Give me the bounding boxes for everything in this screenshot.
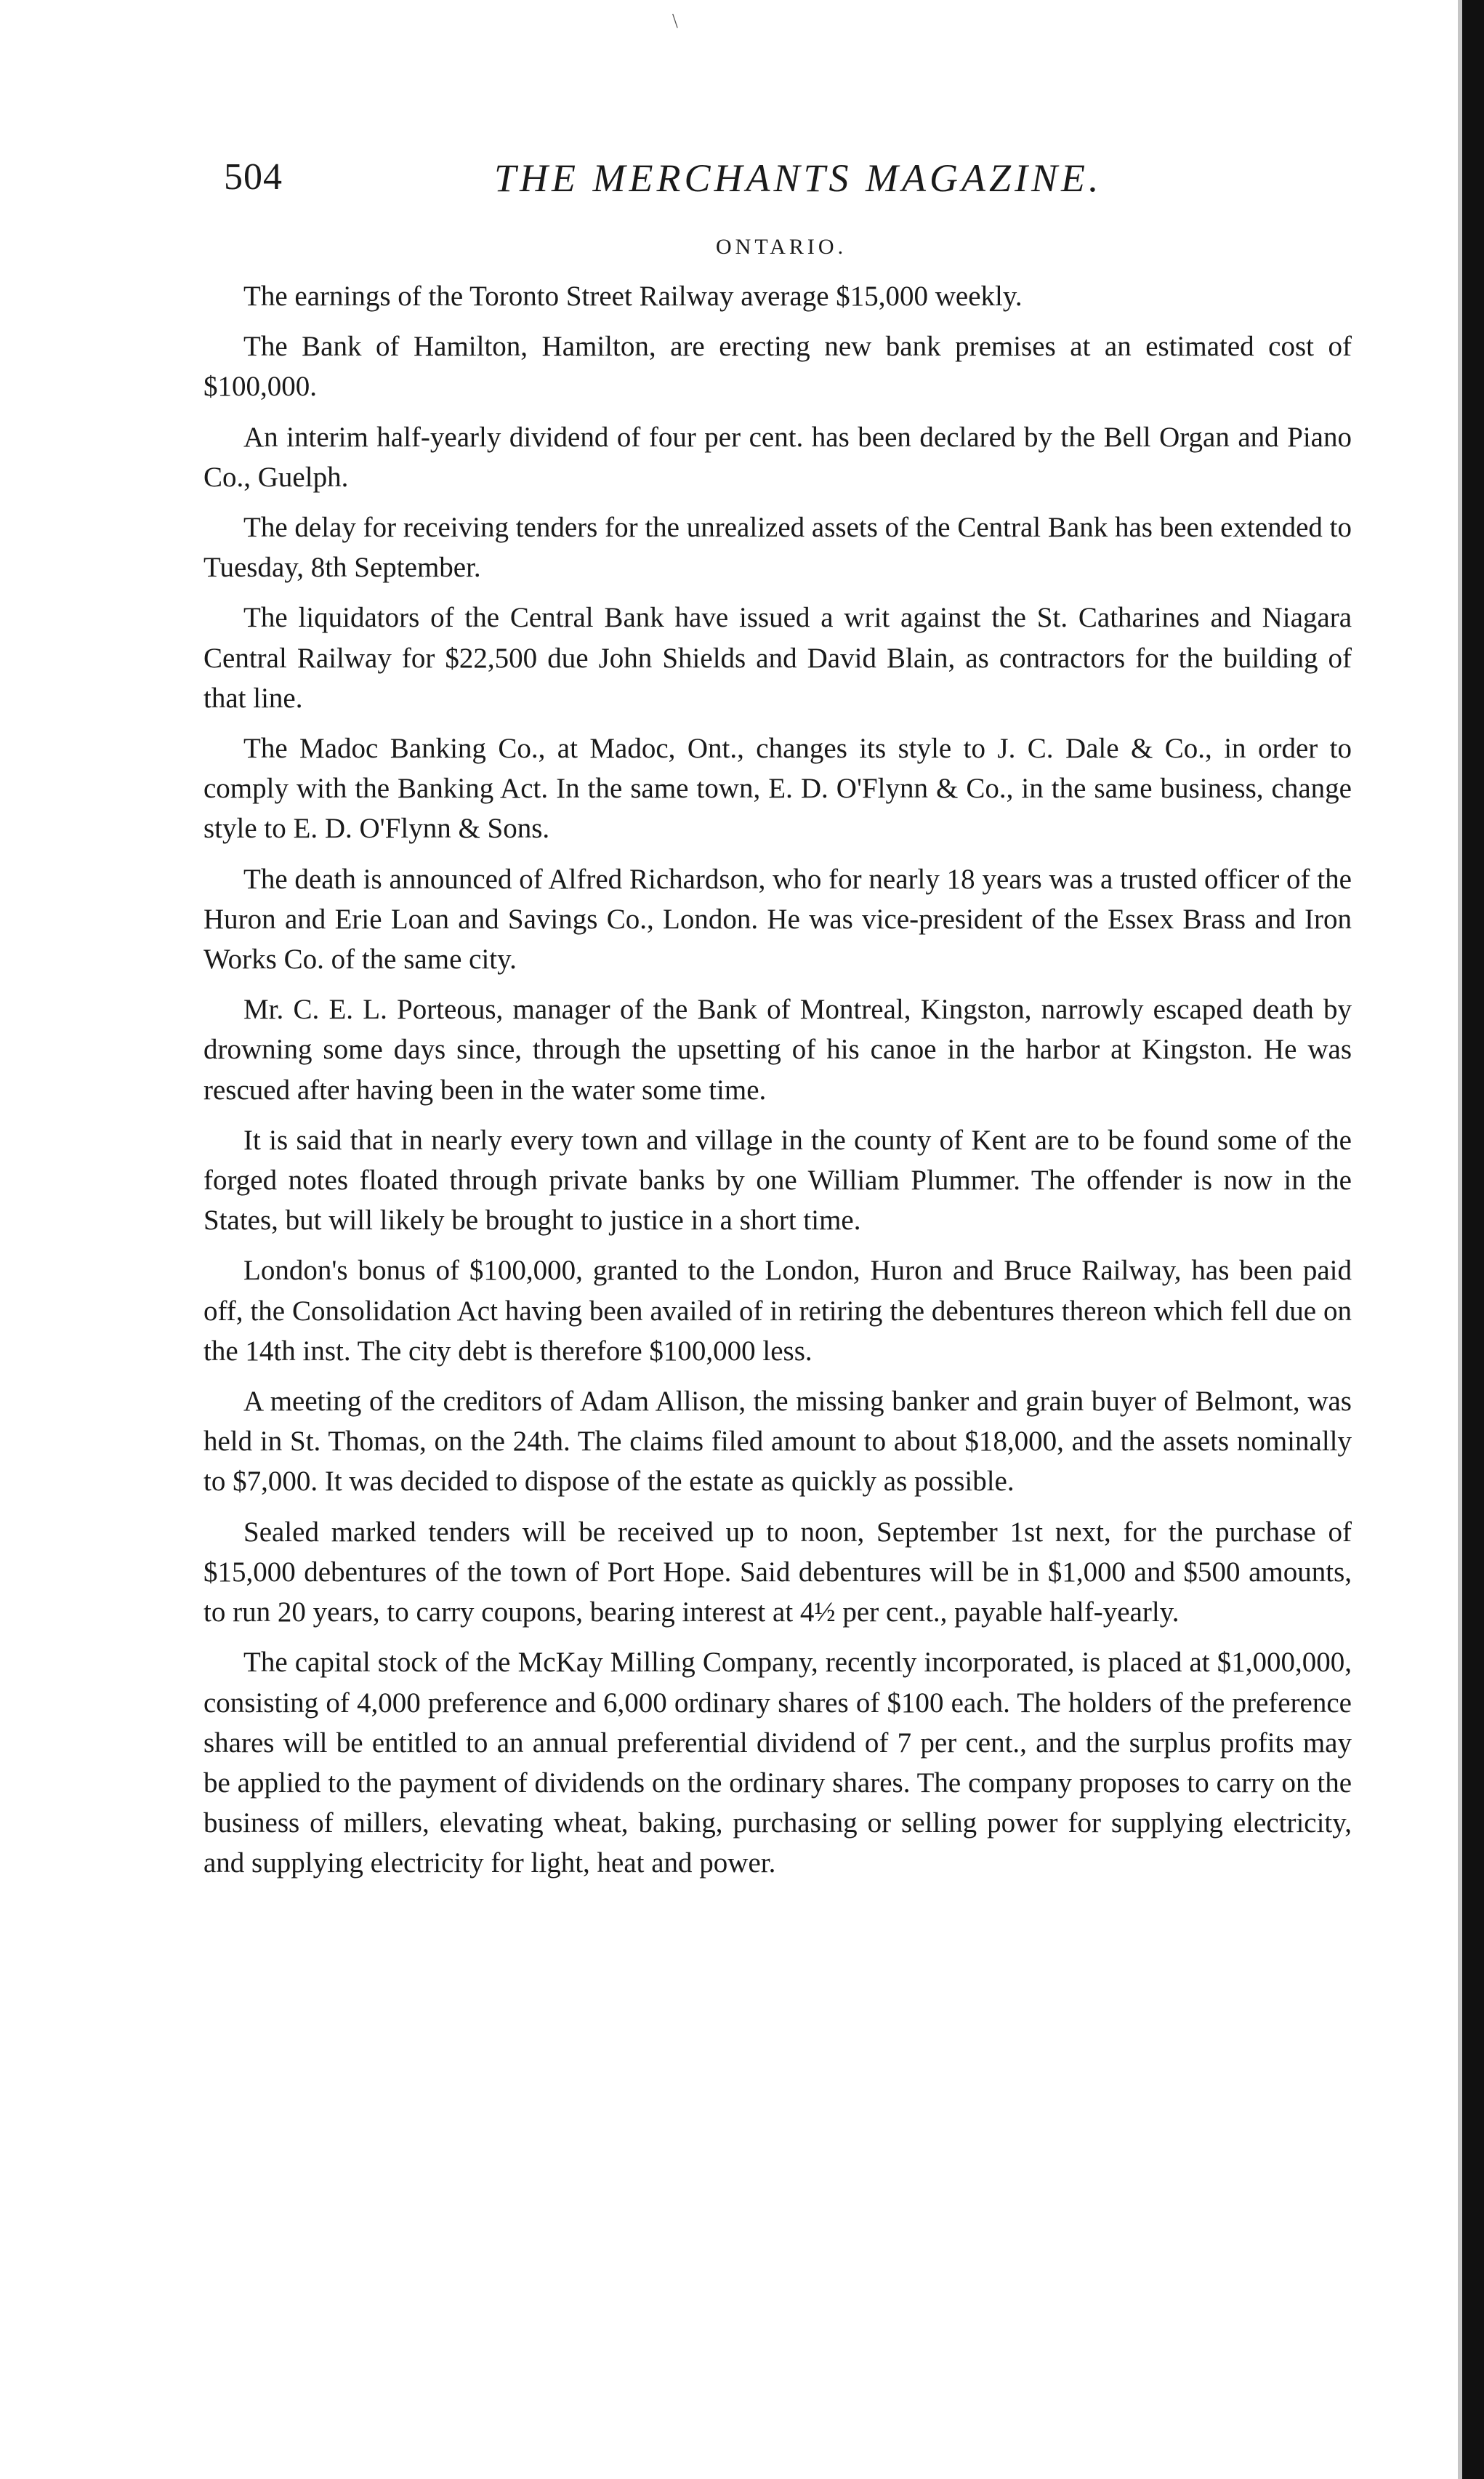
paragraph-forged-notes: It is said that in nearly every town and village in the county of Kent are to be found some of the forged notes floated through private banks by one William Plummer. The offender is now in the States, but will likely be brought to justice in a short time. (203, 1124, 1352, 1237)
running-head (224, 156, 1358, 214)
paragraph-porteous-canoe: Mr. C. E. L. Porteous, manager of the Bank of Montreal, Kingston, narrowly escaped death by drowning some days since, through the upsetting of his canoe in the harbor at Kingston. He was rescued after having been in the water some time. (203, 994, 1352, 1106)
section-title: ONTARIO. (716, 235, 847, 259)
paragraph-mckay-milling: The capital stock of the McKay Milling Company, recently incorporated, is placed at $1,000,000, consisting of 4,000 preference and 6,000 ordinary shares of $100 each. The holders of the preference shares will be entitled to an annual preferential dividend of 7 per cent., and the surplus profits may be applied to the payment of dividends on the ordinary shares. The company proposes to carry on the business of millers, elevating wheat, baking, purchasing or selling power for supplying electricity, and supplying electricity for light, heat and power. (203, 1647, 1352, 1879)
paragraph-richardson-death: The death is announced of Alfred Richardson, who for nearly 18 years was a trusted officer of the Huron and Erie Loan and Savings Co., London. He was vice-president of the Essex Brass and Iron Works Co. of the same city. (203, 863, 1352, 976)
paragraph-bank-of-hamilton: The Bank of Hamilton, Hamilton, are erecting new bank premises at an estimated cost of $100,000. (203, 331, 1352, 403)
paragraph-central-bank-tenders: The delay for receiving tenders for the unrealized assets of the Central Bank has been extended to Tuesday, 8th September. (203, 512, 1352, 584)
paragraph-port-hope-tenders: Sealed marked tenders will be received up to noon, September 1st next, for the purchase of $15,000 debentures of the town of Port Hope. Said debentures will be in $1,000 and $500 amounts, to run 20 years, to carry coupons, bearing interest at 4½ per cent., payable half-yearly. (203, 1516, 1352, 1628)
paragraph-central-bank-writ: The liquidators of the Central Bank have issued a writ against the St. Catharines and Niagara Central Railway for $22,500 due John Shields and David Blain, as contractors for the building of that line. (203, 602, 1352, 714)
paragraph-bell-organ-dividend: An interim half-yearly dividend of four per cent. has been declared by the Bell Organ and Piano Co., Guelph. (203, 421, 1352, 493)
paragraph-madoc-banking: The Madoc Banking Co., at Madoc, Ont., changes its style to J. C. Dale & Co., in order to comply with the Banking Act. In the same town, E. D. O'Flynn & Co., in the same business, change style to E. D. O'Flynn & Sons. (203, 733, 1352, 845)
paragraph-allison-creditors: A meeting of the creditors of Adam Allison, the missing banker and grain buyer of Belmont, was held in St. Thomas, on the 24th. The claims filed amount to about $18,000, and the assets nominally to $7,000. It was decided to dispose of the estate as quickly as possible. (203, 1386, 1352, 1498)
article-body (203, 276, 1352, 1894)
paragraph-london-bonus: London's bonus of $100,000, granted to the London, Huron and Bruce Railway, has been paid off, the Consolidation Act having been availed of in retiring the debentures thereon which fell due on the 14th inst. The city debt is therefore $100,000 less. (203, 1255, 1352, 1367)
scan-artifact-mark: \ (672, 10, 678, 33)
scan-edge-border (1462, 0, 1484, 2479)
paragraph-street-railway: The earnings of the Toronto Street Railway average $15,000 weekly. (243, 281, 1023, 312)
page-number: 504 (224, 156, 283, 198)
magazine-title: THE MERCHANTS MAGAZINE. (494, 156, 1102, 200)
